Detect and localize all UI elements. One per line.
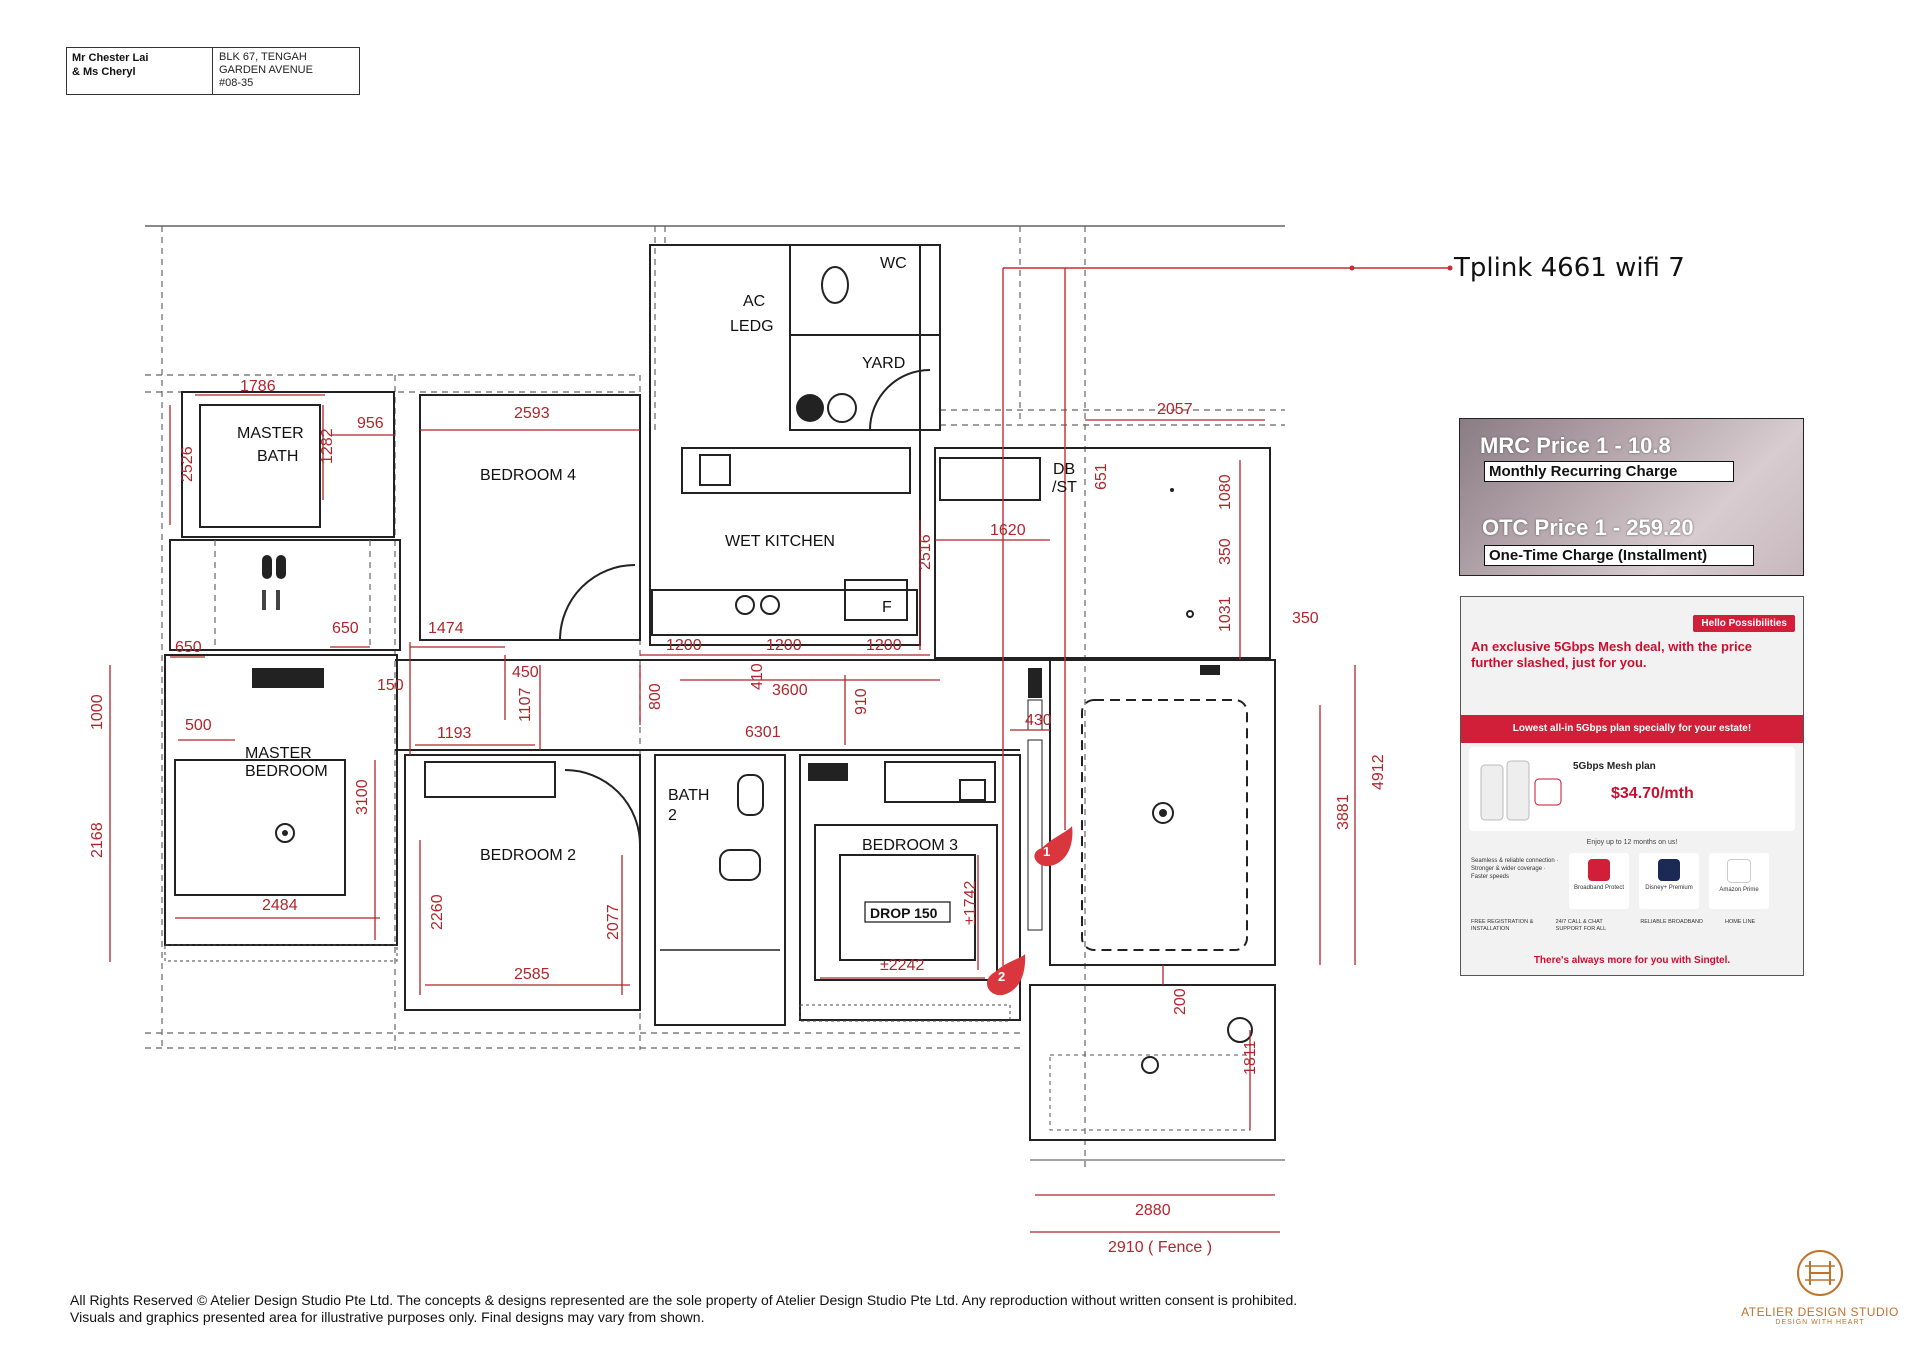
dim-2593: 2593 (514, 405, 550, 422)
dim-650-upper: 650 (332, 620, 359, 637)
dim-651: 651 (1093, 463, 1110, 490)
dim-2526: 2526 (179, 446, 196, 482)
dim-1742: ±1742 (962, 880, 979, 925)
room-label-master-bedroom-2: BEDROOM (245, 763, 328, 780)
flyer-plan-name: 5Gbps Mesh plan (1573, 761, 1656, 772)
room-label-db: DB (1053, 461, 1076, 478)
dim-2880: 2880 (1135, 1202, 1171, 1219)
access-point-number-1: 1 (1043, 844, 1051, 859)
flyer-benefits-row (1471, 919, 1795, 933)
room-label-st: /ST (1052, 479, 1077, 496)
dim-650-lower: 650 (175, 639, 202, 656)
flyer-benefit-4: HOME LINE (1724, 919, 1756, 925)
dim-2484: 2484 (262, 897, 298, 914)
dim-1811: 1811 (1242, 1040, 1259, 1075)
dim-150: 150 (377, 677, 404, 694)
dim-1200-a: 1200 (666, 637, 702, 654)
flyer-tile-broadband-protect: Broadband Protect (1569, 853, 1629, 909)
dim-1000: 1000 (89, 694, 106, 730)
dim-1786: 1786 (240, 378, 276, 395)
access-point-number-2: 2 (998, 969, 1006, 984)
dim-1200-c: 1200 (866, 637, 902, 654)
mrc-price: MRC Price 1 - 10.8 (1480, 433, 1671, 458)
dim-3100: 3100 (354, 779, 371, 815)
dim-200: 200 (1172, 988, 1189, 1015)
flyer-headline: An exclusive 5Gbps Mesh deal, with the price further slashed, just for you. (1471, 639, 1753, 670)
otc-price: OTC Price 1 - 259.20 (1482, 515, 1694, 540)
flyer-benefit-2: 24/7 CALL & CHAT SUPPORT FOR ALL (1555, 919, 1607, 932)
flyer-price: $34.70/mth (1611, 785, 1694, 802)
dim-2242: ±2242 (880, 957, 925, 974)
dim-2585: 2585 (514, 966, 550, 983)
dim-1031: 1031 (1217, 596, 1234, 632)
dim-1200-b: 1200 (766, 637, 802, 654)
drop-ceiling-label: DROP 150 (870, 905, 938, 921)
address-line3: #08-35 (219, 77, 254, 89)
room-label-ac: AC (743, 293, 766, 310)
copyright-footer (70, 1292, 1530, 1326)
dim-1474: 1474 (428, 620, 464, 637)
room-label-master-bedroom-1: MASTER (245, 745, 312, 762)
flyer-benefit-3: RELIABLE BROADBAND (1640, 919, 1703, 925)
shield-icon (1588, 859, 1610, 881)
dim-410: 410 (749, 663, 766, 690)
client-name-line2: & Ms Cheryl (72, 66, 136, 78)
room-label-bedroom-3: BEDROOM 3 (862, 837, 959, 854)
room-label-wet-kitchen: WET KITCHEN (725, 533, 835, 550)
flyer-features: Seamless & reliable connection · Stronger & wider coverage · Faster speeds (1471, 858, 1559, 880)
dim-3600: 3600 (772, 682, 808, 699)
flyer-tile-amazon: Amazon Prime (1709, 853, 1769, 909)
dim-430: 430 (1025, 712, 1052, 729)
flyer-enjoy: Enjoy up to 12 months on us! (1586, 839, 1678, 846)
dim-1080: 1080 (1217, 474, 1234, 510)
dim-3881: 3881 (1335, 794, 1352, 830)
dim-800: 800 (647, 683, 664, 710)
flyer-badge: Hello Possibilities (1693, 615, 1795, 632)
dim-2516: 2516 (917, 534, 934, 570)
room-label-bedroom-4: BEDROOM 4 (480, 467, 577, 484)
studio-logo-icon (1795, 1248, 1845, 1298)
mesh-router-icon (1477, 755, 1567, 825)
room-label-fridge: F (882, 599, 892, 616)
flyer-tile-disney: Disney+ Premium (1639, 853, 1699, 909)
address-line2: GARDEN AVENUE (219, 64, 313, 76)
dimension-lines (110, 395, 1355, 1232)
dim-350-vertical: 350 (1217, 538, 1234, 565)
dim-2077: 2077 (605, 904, 622, 940)
singtel-flyer (1460, 596, 1804, 976)
dim-2910-fence: 2910 ( Fence ) (1108, 1239, 1213, 1256)
dim-956: 956 (357, 415, 384, 432)
dim-910: 910 (853, 688, 870, 715)
copyright-line-1: All Rights Reserved © Atelier Design Studio Pte Ltd. The concepts & designs represented are the sole property of Atelier Design Studio Pte Ltd. Any reproduction without written consent is prohibited. (70, 1292, 1298, 1308)
client-name-line1: Mr Chester Lai (72, 52, 149, 64)
room-label-wc: WC (880, 255, 907, 272)
room-label-master-bath-2: BATH (257, 448, 299, 465)
room-label-master-bath-1: MASTER (237, 425, 304, 442)
router-label: Tplink 4661 wifi 7 (1454, 253, 1685, 283)
dim-2057: 2057 (1157, 401, 1193, 418)
room-label-bath-2-1: BATH (668, 787, 710, 804)
dim-1282: 1282 (319, 428, 336, 464)
room-label-ledg: LEDG (730, 318, 774, 335)
dim-1620: 1620 (990, 522, 1026, 539)
dim-1107: 1107 (517, 687, 534, 722)
dim-450: 450 (512, 664, 539, 681)
dim-4912: 4912 (1370, 754, 1387, 790)
mrc-tag: Monthly Recurring Charge (1484, 461, 1734, 482)
otc-tag: One-Time Charge (Installment) (1484, 545, 1754, 566)
address-line1: BLK 67, TENGAH (219, 51, 307, 63)
flyer-benefit-1: FREE REGISTRATION & INSTALLATION (1471, 919, 1534, 932)
disney-icon (1658, 859, 1680, 881)
dim-2260: 2260 (429, 894, 446, 930)
dim-1193: 1193 (437, 725, 472, 742)
studio-name: ATELIER DESIGN STUDIO (1741, 1305, 1899, 1319)
studio-logo (1740, 1248, 1900, 1326)
dim-500: 500 (185, 717, 212, 734)
dim-2168: 2168 (89, 822, 106, 858)
price-card (1459, 418, 1804, 576)
flyer-footer: There's always more for you with Singtel. (1533, 955, 1731, 966)
room-label-bath-2-2: 2 (668, 807, 677, 824)
flyer-band: Lowest all-in 5Gbps plan specially for your estate! (1461, 715, 1803, 743)
amazon-icon (1727, 859, 1751, 883)
copyright-line-2: Visuals and graphics presented area for illustrative purposes only. Final designs may vary from shown. (70, 1309, 705, 1325)
room-label-yard: YARD (862, 355, 906, 372)
studio-slogan: DESIGN WITH HEART (1775, 1319, 1865, 1326)
access-point-marker-1 (1034, 826, 1072, 866)
dim-350-horizontal: 350 (1292, 610, 1319, 627)
room-label-bedroom-2: BEDROOM 2 (480, 847, 577, 864)
dim-6301: 6301 (745, 724, 781, 741)
